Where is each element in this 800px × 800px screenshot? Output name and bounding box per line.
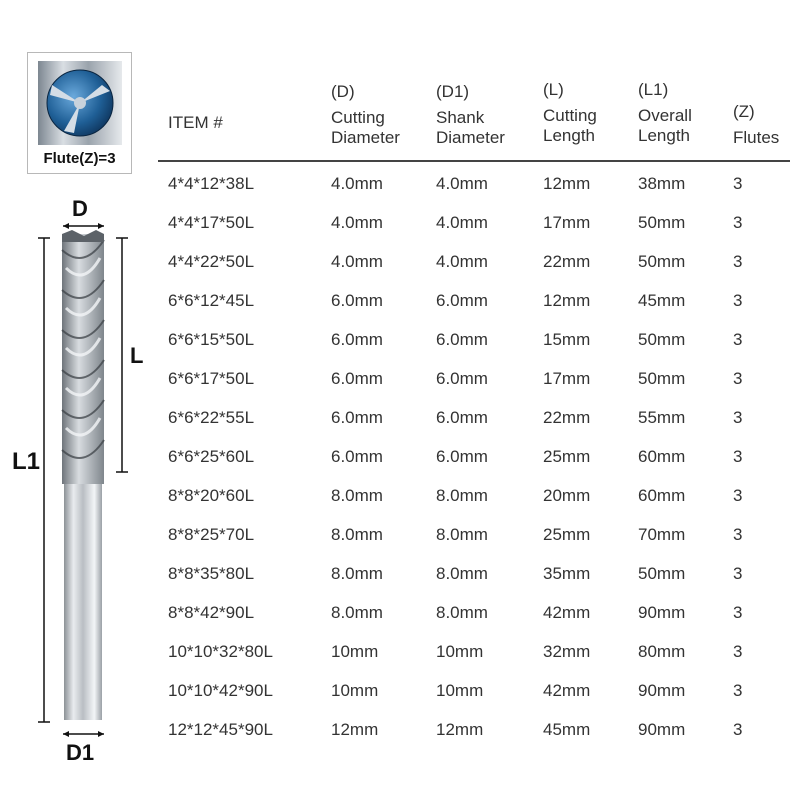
header-shank-diameter-line1: Shank [436, 108, 485, 127]
cell-shank-diameter: 8.0mm [436, 525, 488, 544]
header-overall-length [638, 80, 692, 146]
header-overall-length-symbol: (L1) [638, 80, 669, 99]
cell-overall-length: 50mm [638, 369, 686, 388]
cell-shank-diameter: 4.0mm [436, 174, 488, 193]
cell-cutting-length: 45mm [543, 720, 591, 739]
cell-cutting-diameter: 4.0mm [331, 213, 383, 232]
cell-overall-length: 80mm [638, 642, 686, 661]
cell-item: 10*10*32*80L [168, 642, 273, 661]
header-overall-length-line1: Overall [638, 106, 692, 125]
header-cutting-length-line2: Length [543, 126, 595, 145]
cell-item: 8*8*35*80L [168, 564, 255, 583]
header-cutting-diameter-line2: Diameter [331, 128, 400, 147]
table-row [0, 213, 800, 252]
cell-flutes: 3 [733, 564, 743, 583]
cell-flutes: 3 [733, 369, 743, 388]
cell-cutting-diameter: 4.0mm [331, 252, 383, 271]
cell-overall-length: 90mm [638, 681, 686, 700]
cell-item: 6*6*17*50L [168, 369, 255, 388]
cell-cutting-diameter: 6.0mm [331, 447, 383, 466]
overall-length-marker: L1 [12, 448, 41, 475]
table-row [0, 174, 800, 213]
cell-item: 12*12*45*90L [168, 720, 273, 739]
cell-flutes: 3 [733, 213, 743, 232]
cell-flutes: 3 [733, 603, 743, 622]
flute-cross-section-icon [38, 61, 122, 145]
cutting-length-marker: L [130, 343, 144, 368]
cell-shank-diameter: 4.0mm [436, 213, 488, 232]
cell-shank-diameter: 10mm [436, 681, 484, 700]
cell-shank-diameter: 8.0mm [436, 564, 488, 583]
cell-cutting-length: 12mm [543, 291, 591, 310]
cell-shank-diameter: 6.0mm [436, 369, 488, 388]
cell-cutting-length: 17mm [543, 213, 591, 232]
cell-flutes: 3 [733, 681, 743, 700]
cell-shank-diameter: 6.0mm [436, 291, 488, 310]
header-cutting-length-line1: Cutting [543, 106, 597, 125]
cell-flutes: 3 [733, 252, 743, 271]
cell-overall-length: 90mm [638, 603, 686, 622]
cell-flutes: 3 [733, 642, 743, 661]
cell-shank-diameter: 10mm [436, 642, 484, 661]
table-row [0, 486, 800, 525]
cell-overall-length: 38mm [638, 174, 686, 193]
cell-cutting-length: 35mm [543, 564, 591, 583]
cell-overall-length: 60mm [638, 486, 686, 505]
cell-item: 10*10*42*90L [168, 681, 273, 700]
cell-cutting-length: 25mm [543, 525, 591, 544]
table-row [0, 603, 800, 642]
header-overall-length-line2: Length [638, 126, 690, 145]
header-flutes [733, 102, 779, 148]
cell-overall-length: 45mm [638, 291, 686, 310]
table-row [0, 564, 800, 603]
header-item [168, 107, 223, 133]
table-row [0, 642, 800, 681]
cell-overall-length: 50mm [638, 252, 686, 271]
header-shank-diameter-symbol: (D1) [436, 82, 470, 101]
cell-cutting-diameter: 12mm [331, 720, 379, 739]
table-row [0, 408, 800, 447]
header-flutes-symbol: (Z) [733, 102, 755, 121]
cell-flutes: 3 [733, 408, 743, 427]
cell-flutes: 3 [733, 447, 743, 466]
cell-cutting-length: 22mm [543, 408, 591, 427]
cell-item: 6*6*22*55L [168, 408, 255, 427]
header-flutes-line2: Flutes [733, 128, 780, 147]
table-row [0, 369, 800, 408]
cell-shank-diameter: 8.0mm [436, 603, 488, 622]
cell-item: 6*6*25*60L [168, 447, 255, 466]
cell-item: 4*4*12*38L [168, 174, 255, 193]
header-shank-diameter [436, 82, 505, 148]
cell-flutes: 3 [733, 525, 743, 544]
cell-overall-length: 60mm [638, 447, 686, 466]
shank-diameter-marker: D1 [66, 740, 95, 765]
flute-cross-section-panel [27, 52, 132, 174]
cell-cutting-length: 32mm [543, 642, 591, 661]
cell-cutting-diameter: 6.0mm [331, 369, 383, 388]
cell-overall-length: 90mm [638, 720, 686, 739]
header-divider [158, 160, 790, 162]
cell-item: 8*8*42*90L [168, 603, 255, 622]
cell-item: 8*8*20*60L [168, 486, 255, 505]
cell-cutting-diameter: 8.0mm [331, 603, 383, 622]
cell-cutting-length: 12mm [543, 174, 591, 193]
cell-flutes: 3 [733, 291, 743, 310]
cell-cutting-diameter: 6.0mm [331, 291, 383, 310]
cell-cutting-length: 15mm [543, 330, 591, 349]
header-cutting-length-symbol: (L) [543, 80, 564, 99]
cell-cutting-length: 17mm [543, 369, 591, 388]
header-cutting-length [543, 80, 597, 146]
cell-item: 4*4*17*50L [168, 213, 255, 232]
cell-cutting-length: 22mm [543, 252, 591, 271]
cell-item: 4*4*22*50L [168, 252, 255, 271]
cell-cutting-diameter: 6.0mm [331, 330, 383, 349]
table-row [0, 525, 800, 564]
cell-item: 6*6*15*50L [168, 330, 255, 349]
cell-flutes: 3 [733, 720, 743, 739]
table-row [0, 681, 800, 720]
cell-cutting-length: 20mm [543, 486, 591, 505]
cell-shank-diameter: 12mm [436, 720, 484, 739]
cell-cutting-diameter: 6.0mm [331, 408, 383, 427]
cell-cutting-diameter: 10mm [331, 642, 379, 661]
cell-cutting-diameter: 4.0mm [331, 174, 383, 193]
cell-shank-diameter: 6.0mm [436, 447, 488, 466]
table-row [0, 291, 800, 330]
cell-overall-length: 50mm [638, 564, 686, 583]
cell-cutting-diameter: 10mm [331, 681, 379, 700]
cell-flutes: 3 [733, 330, 743, 349]
cell-overall-length: 50mm [638, 330, 686, 349]
header-shank-diameter-line2: Diameter [436, 128, 505, 147]
header-cutting-diameter [331, 82, 400, 148]
cell-cutting-diameter: 8.0mm [331, 564, 383, 583]
cell-overall-length: 50mm [638, 213, 686, 232]
table-row [0, 330, 800, 369]
cell-cutting-length: 25mm [543, 447, 591, 466]
cell-item: 8*8*25*70L [168, 525, 255, 544]
table-row [0, 720, 800, 759]
cell-cutting-length: 42mm [543, 603, 591, 622]
cell-flutes: 3 [733, 174, 743, 193]
cell-cutting-diameter: 8.0mm [331, 486, 383, 505]
header-item-line2: ITEM # [168, 113, 223, 132]
cell-cutting-diameter: 8.0mm [331, 525, 383, 544]
flute-count-label: Flute(Z)=3 [43, 150, 116, 167]
cutting-diameter-marker: D [72, 196, 88, 221]
header-cutting-diameter-line1: Cutting [331, 108, 385, 127]
cell-cutting-length: 42mm [543, 681, 591, 700]
cell-shank-diameter: 4.0mm [436, 252, 488, 271]
table-row [0, 447, 800, 486]
cell-flutes: 3 [733, 486, 743, 505]
table-row [0, 252, 800, 291]
cell-shank-diameter: 8.0mm [436, 486, 488, 505]
cell-overall-length: 70mm [638, 525, 686, 544]
cell-item: 6*6*12*45L [168, 291, 255, 310]
cell-shank-diameter: 6.0mm [436, 408, 488, 427]
cell-overall-length: 55mm [638, 408, 686, 427]
header-cutting-diameter-symbol: (D) [331, 82, 355, 101]
cell-shank-diameter: 6.0mm [436, 330, 488, 349]
